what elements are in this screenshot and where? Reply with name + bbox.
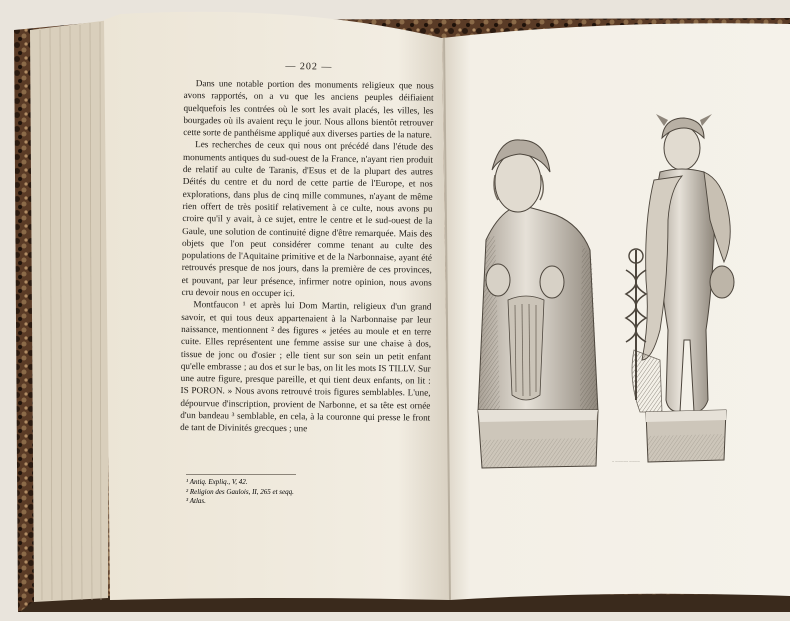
footnotes-block [186, 466, 436, 507]
footnote-1: ¹ Antiq. Expliq., V, 42. [186, 478, 248, 486]
left-page-text [179, 60, 434, 503]
paragraph-3: Montfaucon ¹ et après lui Dom Martin, religieux d'un grand savoir, et qui tous deux appartenaient à la Narbonnaise par leur naissance, mentionnent ² des figures « jetées au moule et en terre cuite. Elles représentent une femme assise sur une chaise à dos, tissue de jonc ou d'osier ; elle tient sur son sein un petit enfant qu'elle embrasse ; au dos et sur le bas, on lit les mots IS TILLV. Sur une autre figure, presque pareille, et qui tient deux enfants, on lit : IS PORON. » Nous avons retrouvé trois figures semblables. L'une, dépourvue d'inscription, provient de Narbonne, et sa tête est ornée d'un bandeau ³ semblable, en cela, à la couronne qui presse le front de tant de Divinités grecques ; une [180, 299, 432, 434]
page-number: — 202 — [285, 61, 333, 73]
engraver-credit: ~ ~~~~~~ ~~~~~ [612, 459, 640, 464]
paragraph-2: Les recherches de ceux qui nous ont précédé dans l'étude des monuments antiques du sud-ouest de la France, n'ayant rien produit de relatif au culte de Taranis, d'Esus et de la plupart des autres Déités du centre et du nord de cette partie de l'Europe, et nos explorations, dans plus de cinq mille communes, n'ayant de même rien offert de très positif relativement à ce culte, nous avons pu croire qu'il y avait, à ce sujet, entre le centre et le sud-ouest de la Gaule, une solution de continuité digne d'être remarquée. Mais des objets que l'on peut considérer comme tenant au culte des populations de l'Aquitaine primitive et de la Narbonnaise, ayant été retrouvés presque de nos jours, dans la première de ces provinces, et pouvant, par leur présence, infirmer notre opinion, nous avons cru devoir nous en occuper ici. [181, 139, 434, 299]
footnote-3: ³ Atlas. [186, 497, 206, 505]
footnote-2: ² Religion des Gaulois, II, 265 et seqq. [186, 487, 294, 496]
paragraph-1: Dans une notable portion des monuments religieux que nous avons rapportés, on a vu que les anciens peuples déifiaient quelquefois les contrées où le sort les avait placés, les villes, les bourgades où ils avaient reçu le jour. Nous allons bientôt retrouver cette sorte de panthéisme appliqué aux diverses parties de la nature. [183, 78, 434, 140]
